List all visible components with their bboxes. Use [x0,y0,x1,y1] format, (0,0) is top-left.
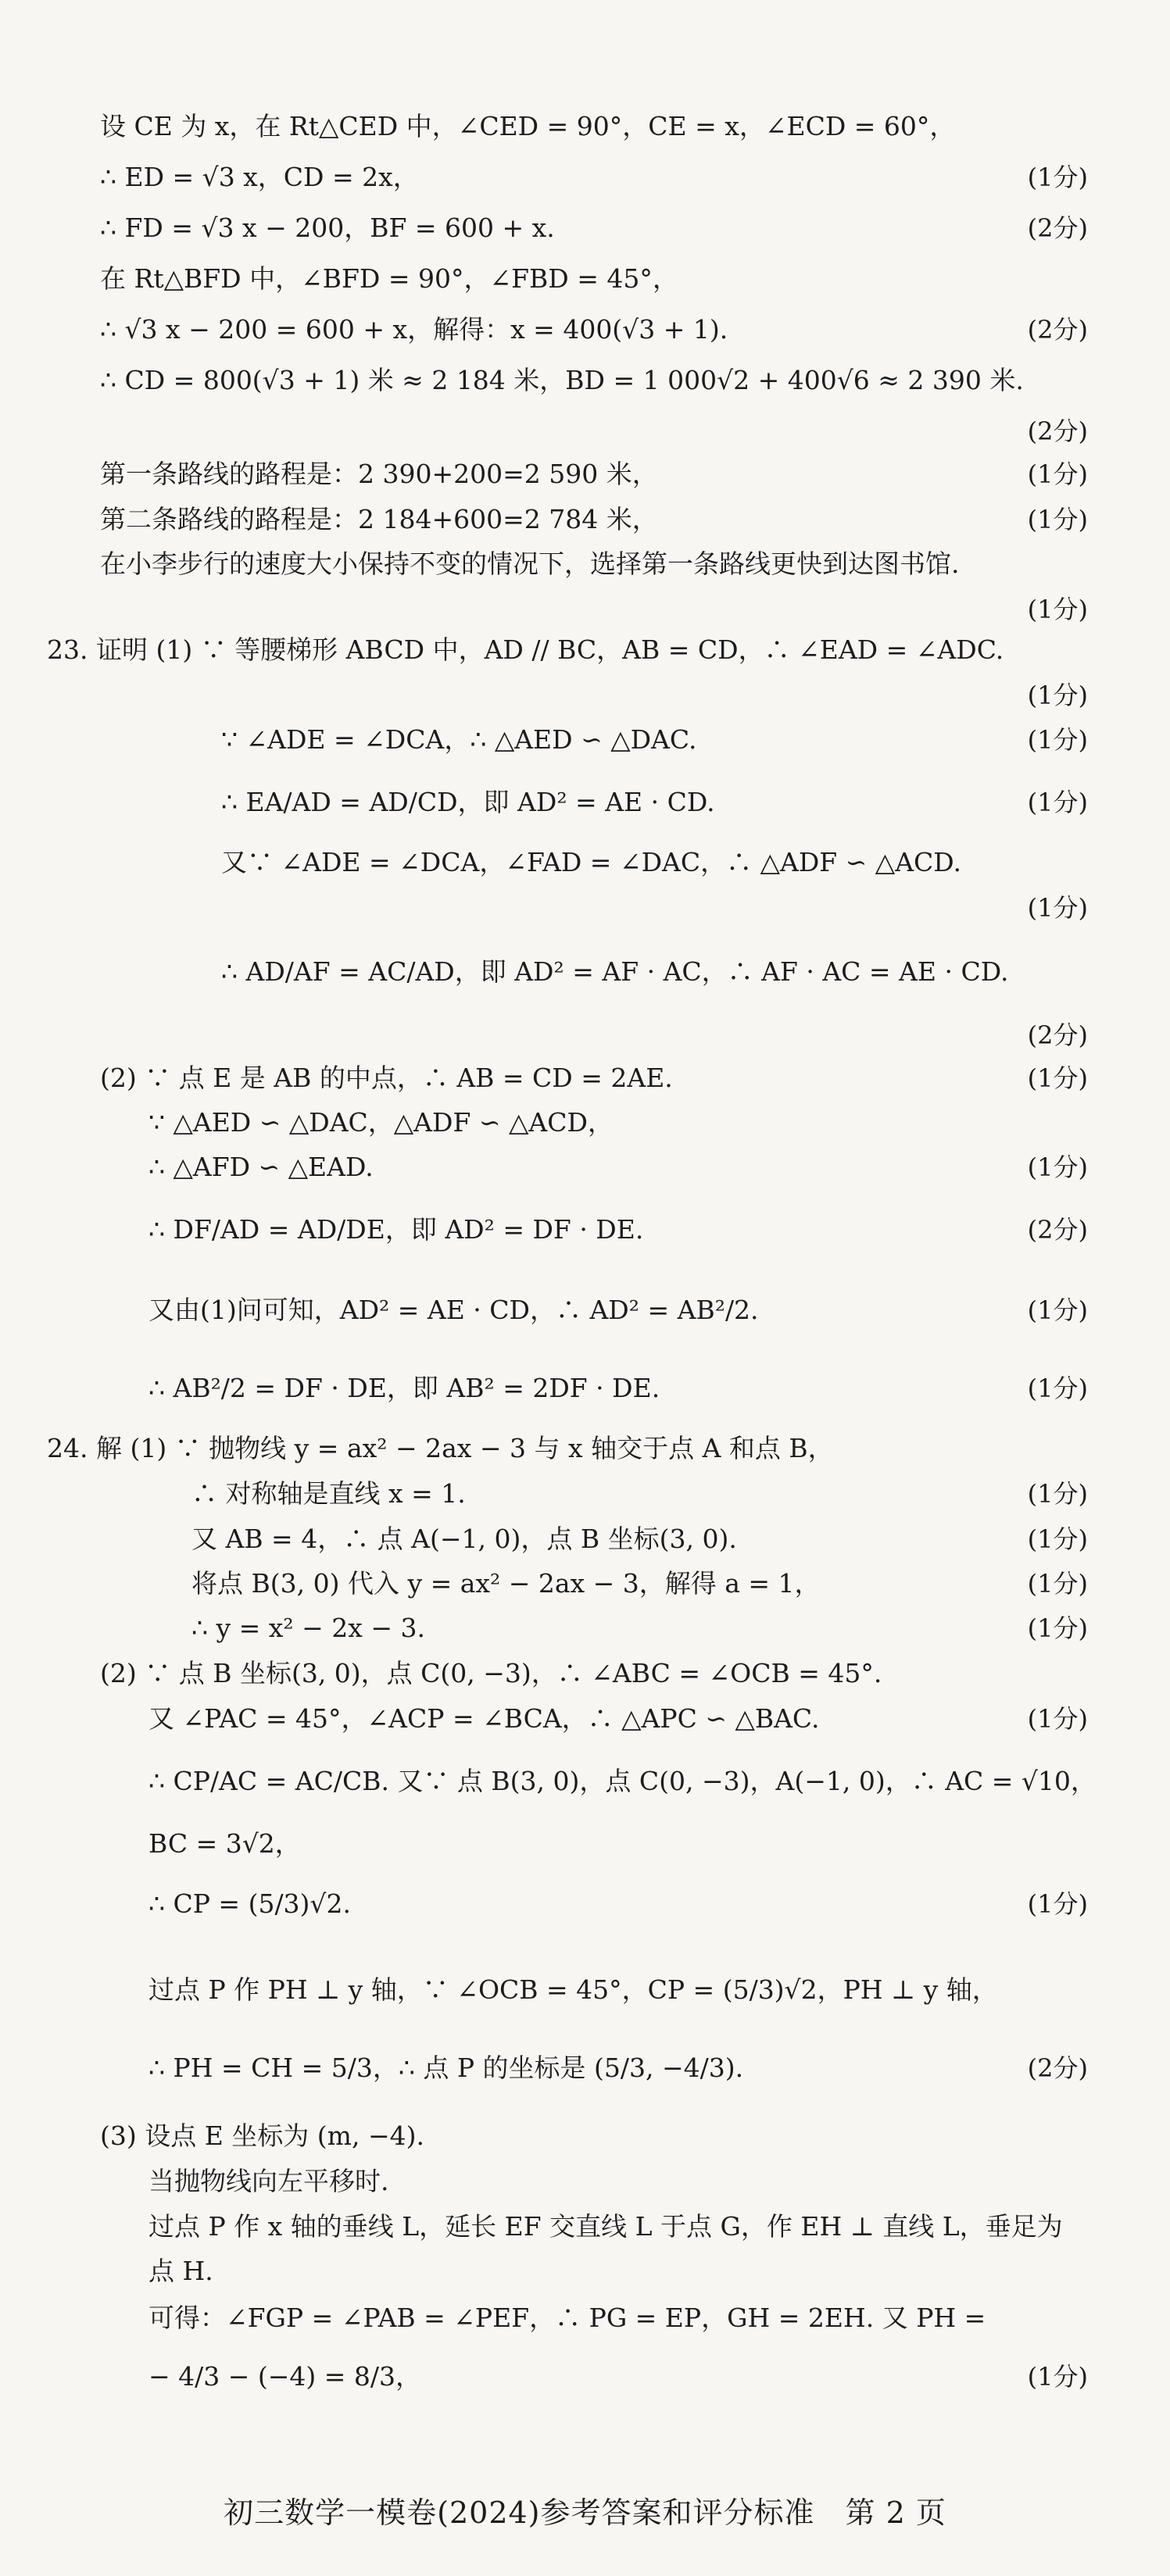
text-line: (2) ∵ 点 B 坐标(3, 0)，点 C(0, −3)，∴ ∠ABC = ∠OCB = 45°. [100,1658,882,1688]
text-line: 又 ∠PAC = 45°，∠ACP = ∠BCA，∴ △APC ∽ △BAC. [148,1703,820,1734]
score-mark: (1分) [1027,459,1088,489]
text-line: BC = 3√2， [148,1828,301,1859]
text-line: ∴ PH = CH = 5/3，∴ 点 P 的坐标是 (5/3, −4/3). [148,2053,744,2083]
text-line: ∴ DF/AD = AD/DE，即 AD² = DF · DE. [148,1214,644,1245]
text-line: ∴ CD = 800(√3 + 1) 米 ≈ 2 184 米，BD = 1 000√2 + 400√6 ≈ 2 390 米. [100,365,1024,395]
score-mark: (1分) [1027,1889,1088,1919]
text-line: (2) ∵ 点 E 是 AB 的中点，∴ AB = CD = 2AE. [100,1063,673,1093]
text-line: (3) 设点 E 坐标为 (m, −4). [100,2120,424,2151]
page-footer: 初三数学一模卷(2024)参考答案和评分标准 第 2 页 [224,2496,946,2530]
text-line: 又∵ ∠ADE = ∠DCA，∠FAD = ∠DAC，∴ △ADF ∽ △ACD. [221,847,962,877]
text-line: ∴ √3 x − 200 = 600 + x，解得：x = 400(√3 + 1). [100,314,728,345]
text-line: ∴ AD/AF = AC/AD，即 AD² = AF · AC，∴ AF · AC = AE · CD. [221,956,1009,987]
score-mark: (2分) [1027,2053,1088,2083]
score-mark: (1分) [1027,163,1088,192]
problem-24-heading: 24. 解 (1) ∵ 抛物线 y = ax² − 2ax − 3 与 x 轴交于点 A 和点 B， [47,1433,834,1463]
text-line: 在 Rt△BFD 中，∠BFD = 90°，∠FBD = 45°， [100,263,678,294]
text-line: ∴ y = x² − 2x − 3. [191,1613,425,1643]
score-mark: (1分) [1027,1374,1088,1403]
text-line: 在小李步行的速度大小保持不变的情况下，选择第一条路线更快到达图书馆. [100,548,960,579]
score-mark: (1分) [1027,1295,1088,1325]
score-mark: (1分) [1027,1152,1088,1182]
text-line: ∴ CP = (5/3)√2. [148,1888,351,1919]
text-line: 第一条路线的路程是：2 390+200=2 590 米， [100,459,658,489]
text-line: 可得：∠FGP = ∠PAB = ∠PEF，∴ PG = EP，GH = 2EH. 又 PH = [148,2303,986,2333]
text-line: 第二条路线的路程是：2 184+600=2 784 米， [100,504,658,534]
text-line: ∵ ∠ADE = ∠DCA，∴ △AED ∽ △DAC. [221,724,697,755]
score-mark: (2分) [1027,315,1088,345]
text-line: 将点 B(3, 0) 代入 y = ax² − 2ax − 3，解得 a = 1， [191,1568,821,1599]
text-line: ∴ 对称轴是直线 x = 1. [191,1478,466,1509]
text-line: 又由(1)问可知，AD² = AE · CD，∴ AD² = AB²/2. [148,1295,759,1325]
score-mark: (1分) [1027,681,1088,710]
text-line: 又 AB = 4，∴ 点 A(−1, 0)，点 B 坐标(3, 0). [191,1524,737,1554]
score-mark: (1分) [1027,1479,1088,1509]
text-line: ∴ FD = √3 x − 200，BF = 600 + x. [100,213,555,243]
score-mark: (1分) [1027,595,1088,624]
score-mark: (1分) [1027,505,1088,534]
text-line: 过点 P 作 PH ⊥ y 轴，∵ ∠OCB = 45°，CP = (5/3)√2，PH ⊥ y 轴， [148,1974,998,2005]
text-line: ∴ EA/AD = AD/CD，即 AD² = AE · CD. [221,787,715,817]
text-line: 设 CE 为 x，在 Rt△CED 中，∠CED = 90°，CE = x，∠ECD = 60°， [100,111,956,141]
score-mark: (1分) [1027,1524,1088,1554]
text-line: − 4/3 − (−4) = 8/3， [148,2361,422,2392]
text-line: ∵ △AED ∽ △DAC，△ADF ∽ △ACD， [148,1107,614,1138]
text-line: 当抛物线向左平移时. [148,2166,389,2196]
text-line: 过点 P 作 x 轴的垂线 L，延长 EF 交直线 L 于点 G，作 EH ⊥ 直线 L，垂足为 [148,2211,1063,2242]
problem-23-heading: 23. 证明 (1) ∵ 等腰梯形 ABCD 中，AD // BC，AB = CD，∴ ∠EAD = ∠ADC. [47,634,1004,665]
score-mark: (1分) [1027,788,1088,817]
score-mark: (1分) [1027,2362,1088,2392]
score-mark: (1分) [1027,725,1088,755]
text-line: ∴ △AFD ∽ △EAD. [148,1152,374,1182]
score-mark: (2分) [1027,1020,1088,1050]
text-line: ∴ AB²/2 = DF · DE，即 AB² = 2DF · DE. [148,1373,660,1403]
score-mark: (1分) [1027,893,1088,923]
score-mark: (1分) [1027,1704,1088,1734]
text-line: 点 H. [148,2256,213,2286]
score-mark: (2分) [1027,416,1088,446]
score-mark: (2分) [1027,1215,1088,1245]
text-line: ∴ ED = √3 x，CD = 2x， [100,162,419,192]
score-mark: (1分) [1027,1569,1088,1599]
text-line: ∴ CP/AC = AC/CB. 又∵ 点 B(3, 0)，点 C(0, −3)，A(−1, 0)，∴ AC = √10， [148,1766,1097,1796]
score-mark: (1分) [1027,1613,1088,1643]
score-mark: (1分) [1027,1063,1088,1093]
score-mark: (2分) [1027,213,1088,243]
